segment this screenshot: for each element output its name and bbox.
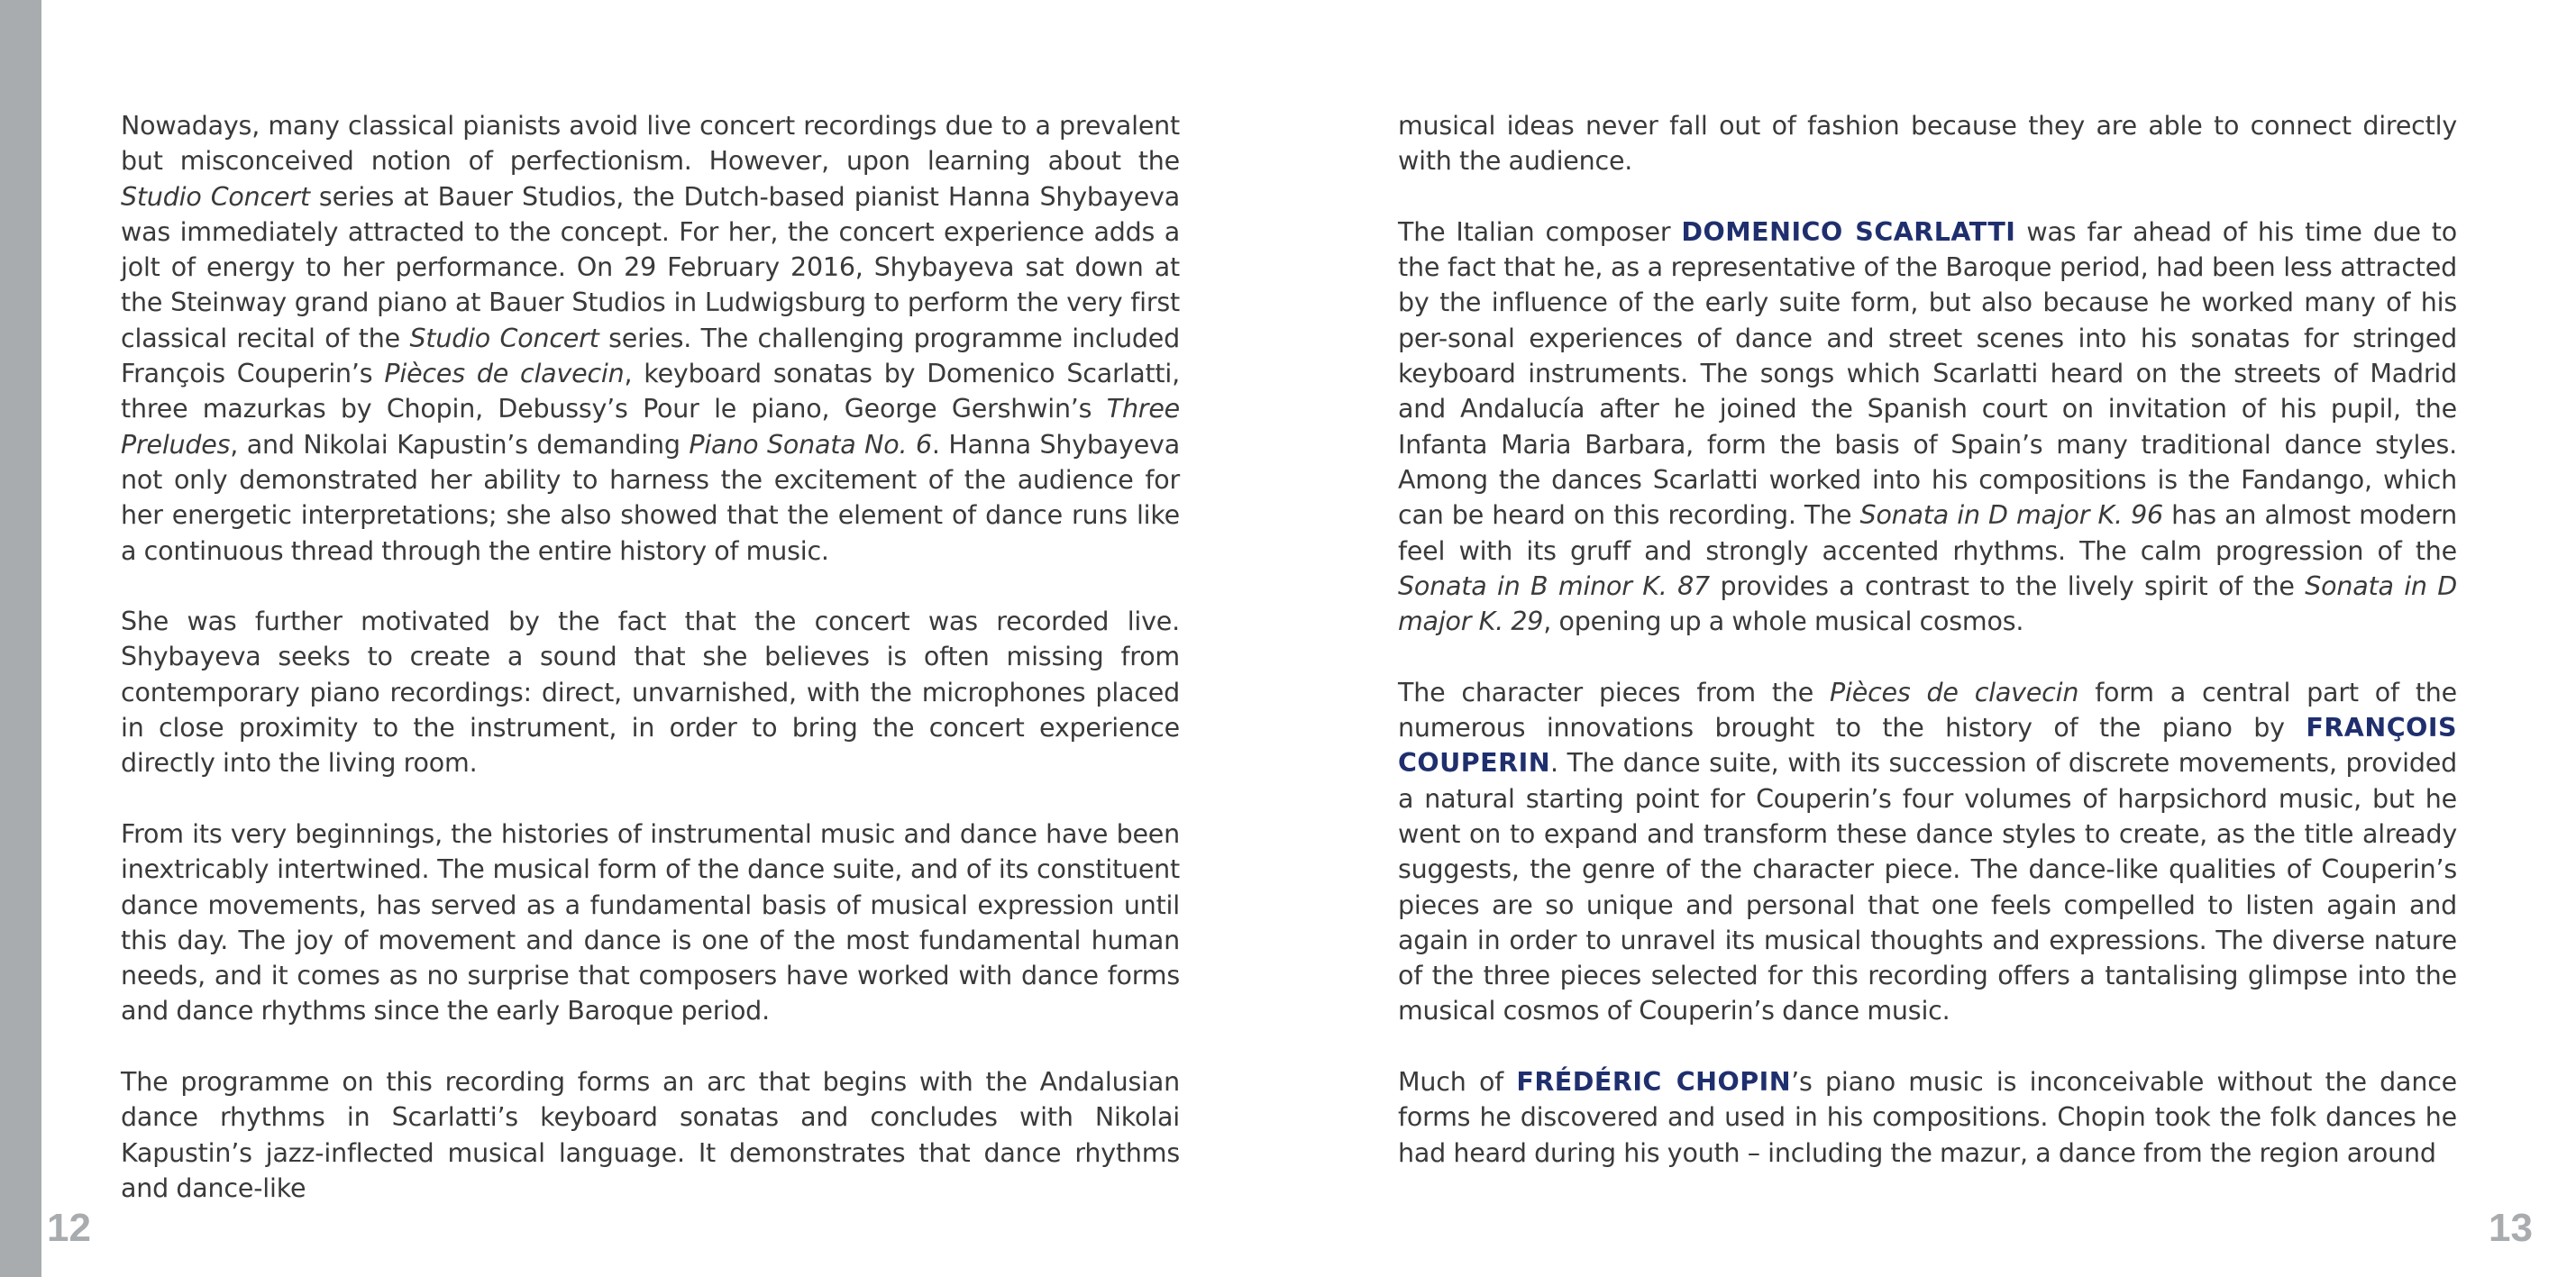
text-run: series at Bauer Studios, the Dutch-based pianist Hanna Shybayeva was immediately attracted to the concept. For her, the concert experience adds a jolt of energy to her performance. On 29 February 2016, Shybayeva sat down at the Steinway grand piano at Bauer Studios in Ludwigsburg to perform the very first classical recital of the: [121, 181, 1181, 353]
italic-title: Pièces de clavecin: [1830, 677, 2079, 707]
left-margin-bar: [0, 0, 41, 1277]
left-paragraph-4: The programme on this recording forms an arc that begins with the Andalusian dance rhythms in Scarlatti’s keyboard sonatas and concludes with Nikolai Kapustin’s jazz-inflected musical language. It demonstrates that dance rhythms and dance-like: [121, 1067, 1180, 1203]
right-page-text-column: [1398, 108, 2457, 1206]
page-number-left: 12: [47, 1206, 91, 1250]
text-run: , and Nikolai Kapustin’s demanding: [230, 429, 690, 460]
italic-title: Pièces de clavecin: [384, 359, 625, 389]
text-run: The Italian composer: [1398, 216, 1682, 247]
text-run: . Hanna Shybayeva not only demonstrated her ability to harness the excitement of the audience for her energetic interpretations; she also showed that the element of dance runs like a continuous thread through the entire history of music.: [121, 429, 1180, 566]
right-paragraph-2: [1398, 214, 2457, 640]
composer-name-scarlatti: DOMENICO SCARLATTI: [1681, 216, 2016, 247]
text-run: was far ahead of his time due to the fact that he, as a representative of the Baroque period, had been less attracted by the influence of the early suite form, but also because he worked many of his per-sonal experiences of dance and street scenes into his sonatas for stringed keyboard instruments. The songs which Scarlatti heard on the streets of Madrid and Andalucía after he joined the Spanish court on invitation of his pupil, the Infanta Maria Barbara, form the basis of Spain’s many traditional dance styles. Among the dances Scarlatti worked into his compositions is the Fandango, which can be heard on this recording. The: [1398, 216, 2458, 531]
composer-name-chopin: FRÉDÉRIC CHOPIN: [1516, 1067, 1792, 1098]
italic-title: Sonata in D major K. 29: [1398, 570, 2458, 637]
text-run: series. The challenging programme included François Couperin’s: [121, 323, 1180, 389]
italic-title: Three Preludes: [121, 394, 1180, 460]
text-run: Much of: [1398, 1067, 1517, 1098]
italic-title: Sonata in D major K. 96: [1859, 500, 2163, 531]
text-run: ’s piano music is inconceivable without the dance forms he discovered and used in his compositions. Chopin took the folk dances he had heard during his youth – including the mazur, a dance from the region around: [1398, 1067, 2457, 1168]
italic-title: Studio Concert: [121, 181, 310, 212]
text-run: , keyboard sonatas by Domenico Scarlatti, three mazurkas by Chopin, Debussy’s Pour le piano, George Gershwin’s: [121, 359, 1180, 424]
left-paragraph-2: She was further motivated by the fact that the concert was recorded live. Shybayeva seeks to create a sound that she believes is often missing from contemporary piano recordings: direct, unvarnished, with the microphones placed in close proximity to the instrument, in order to bring the concert experience directly into the living room.: [121, 607, 1180, 779]
text-run: . The dance suite, with its succession of discrete movements, provided a natural starting point for Couperin’s four volumes of harpsichord music, but he went on to expand and transform these dance styles to create, as the title already suggests, the genre of the character piece. The dance-like qualities of Couperin’s pieces are so unique and personal that one feels compelled to listen again and again in order to unravel its musical thoughts and expressions. The diverse nature of the three pieces selected for this recording offers a tantalising glimpse into the musical cosmos of Couperin’s dance music.: [1398, 748, 2457, 1026]
text-run: Nowadays, many classical pianists avoid live concert recordings due to a prevalent but misconceived notion of perfectionism. However, upon learning about the: [121, 111, 1180, 177]
text-run: provides a contrast to the lively spirit of the: [1709, 570, 2306, 601]
italic-title: Piano Sonata No. 6: [689, 429, 932, 460]
italic-title: Sonata in B minor K. 87: [1398, 570, 1710, 601]
right-paragraph-3: [1398, 675, 2457, 1029]
italic-title: Studio Concert: [409, 323, 599, 353]
text-run: has an almost modern feel with its gruff and strongly accented rhythms. The calm progression of the: [1398, 500, 2457, 566]
left-paragraph-3: From its very beginnings, the histories of instrumental music and dance have been inextricably intertwined. The musical form of the dance suite, and of its constituent dance movements, has served as a fundamental basis of musical expression until this day. The joy of movement and dance is one of the most fundamental human needs, and it comes as no surprise that composers have worked with dance forms and dance rhythms since the early Baroque period.: [121, 818, 1180, 1026]
right-paragraph-4: [1398, 1064, 2457, 1171]
left-page-text-column: [121, 108, 1180, 1242]
composer-name-couperin: FRANÇOIS COUPERIN: [1398, 713, 2457, 779]
page-number-right: 13: [2489, 1206, 2533, 1250]
right-paragraph-1: musical ideas never fall out of fashion because they are able to connect directly with the audience.: [1398, 111, 2457, 177]
text-run: , opening up a whole musical cosmos.: [1543, 607, 2024, 637]
text-run: form a central part of the numerous innovations brought to the history of the piano by: [1398, 677, 2457, 743]
text-run: The character pieces from the: [1398, 677, 1831, 707]
left-paragraph-1: [121, 108, 1180, 569]
